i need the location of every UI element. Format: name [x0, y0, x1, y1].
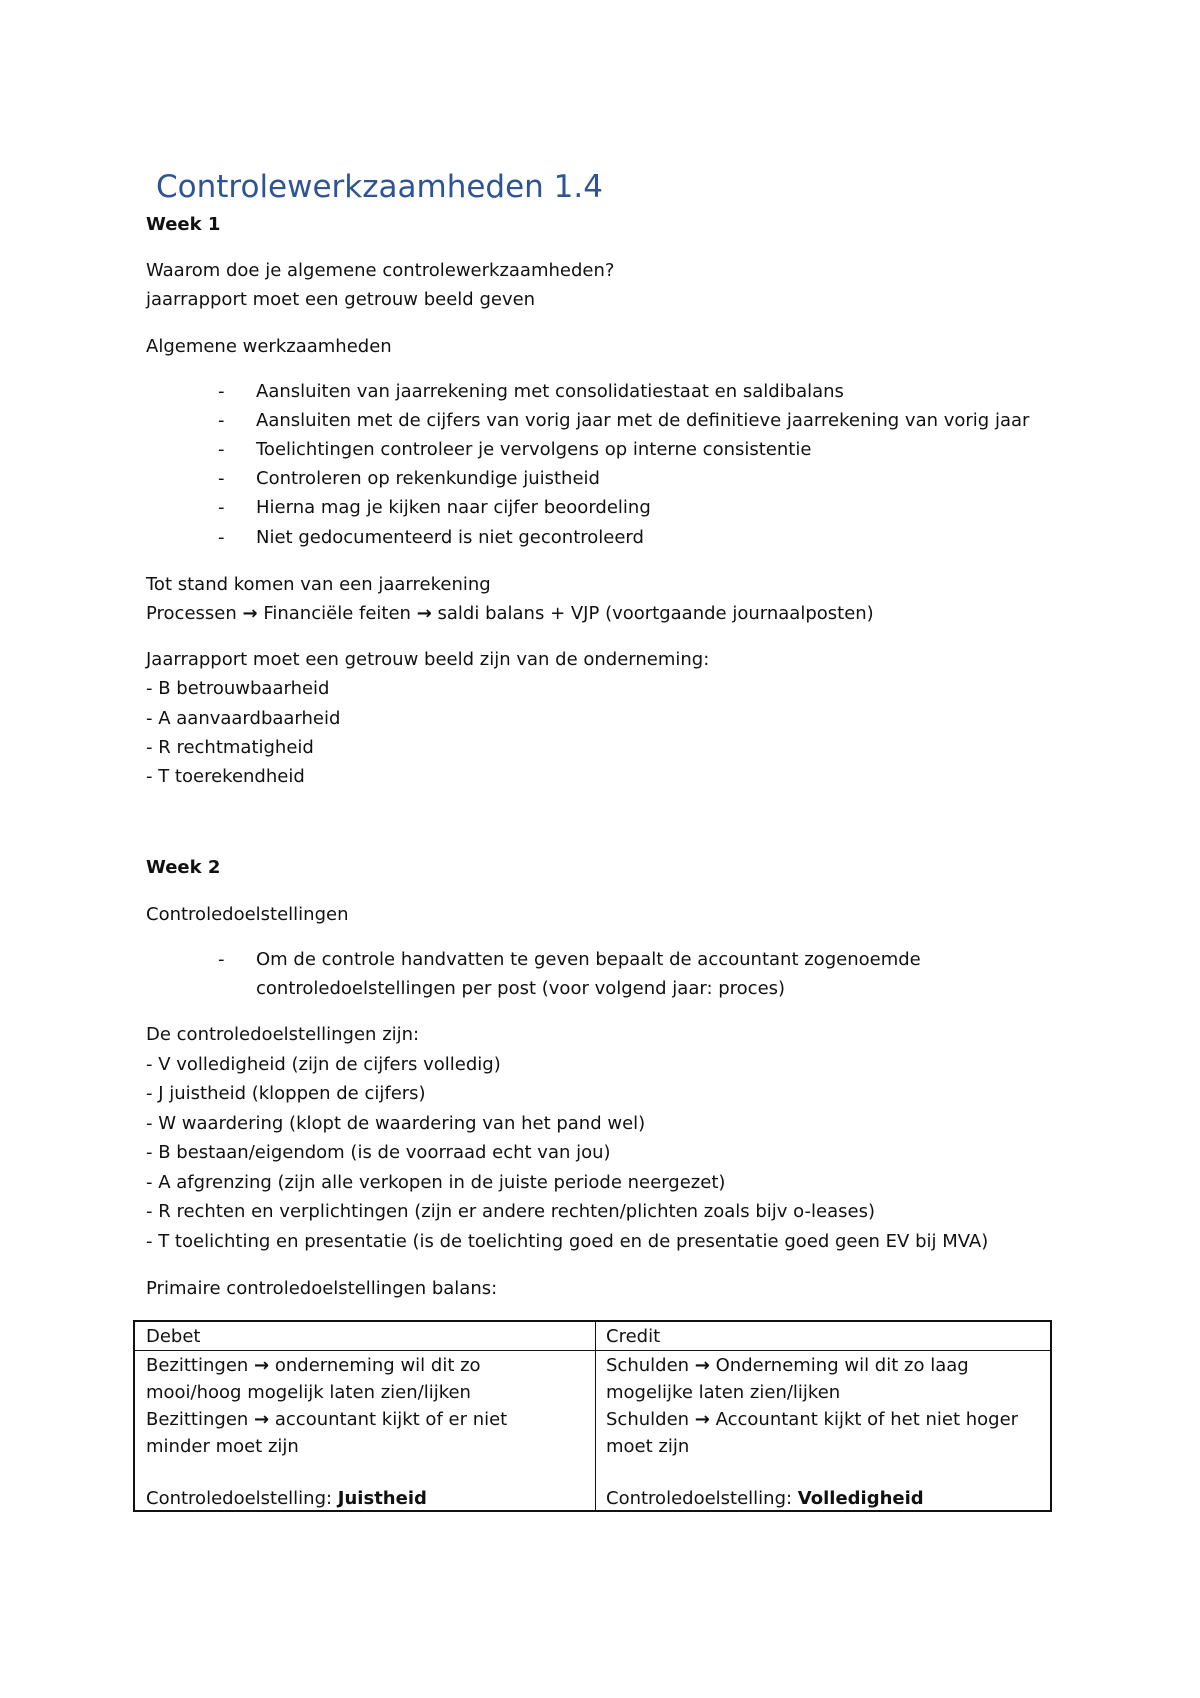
cell-text: accountant kijkt of er niet — [274, 1409, 508, 1430]
tot-stand-title: Tot stand komen van een jaarrekening — [146, 574, 491, 595]
table-header-credit: Credit — [606, 1326, 661, 1347]
cell-text: Bezittingen — [146, 1409, 249, 1430]
process-line — [146, 602, 874, 626]
table-cell-line — [146, 1406, 507, 1433]
cell-text: Accountant kijkt of het niet hoger — [715, 1409, 1019, 1430]
arrow-right-icon: → — [254, 1355, 270, 1376]
table-cell-line: mooi/hoog mogelijk laten zien/lijken — [146, 1382, 471, 1403]
week2-heading: Week 2 — [146, 857, 221, 878]
week1-heading: Week 1 — [146, 214, 221, 235]
list-item: - B betrouwbaarheid — [146, 678, 330, 699]
week1-question: Waarom doe je algemene controlewerkzaamheden? — [146, 260, 615, 281]
list-item: - R rechten en verplichtingen (zijn er andere rechten/plichten zoals bijv o-leases) — [146, 1201, 875, 1222]
table-cell-line: minder moet zijn — [146, 1436, 299, 1457]
week1-answer: jaarrapport moet een getrouw beeld geven — [146, 289, 536, 310]
bullet-dash: - — [218, 410, 225, 431]
table-cell-line: moet zijn — [606, 1436, 690, 1457]
bullet-text: Aansluiten met de cijfers van vorig jaar met de definitieve jaarrekening van vorig jaar — [256, 410, 1030, 431]
page-title: Controlewerkzaamheden 1.4 — [156, 169, 603, 205]
process-step: saldi balans + VJP (voortgaande journaalposten) — [437, 603, 874, 624]
goals-list-title: De controledoelstellingen zijn: — [146, 1024, 420, 1045]
bara-title: Jaarrapport moet een getrouw beeld zijn van de onderneming: — [146, 649, 710, 670]
goal-value: Juistheid — [337, 1488, 427, 1509]
bullet-text: Aansluiten van jaarrekening met consolidatiestaat en saldibalans — [256, 381, 844, 402]
goal-label: Controledoelstelling: — [146, 1488, 338, 1509]
list-item: - V volledigheid (zijn de cijfers volledig) — [146, 1054, 501, 1075]
list-item: - R rechtmatigheid — [146, 737, 314, 758]
arrow-right-icon: → — [694, 1409, 710, 1430]
list-item: - T toelichting en presentatie (is de toelichting goed en de presentatie goed geen EV bij MVA) — [146, 1231, 989, 1252]
bullet-text: Niet gedocumenteerd is niet gecontroleerd — [256, 527, 644, 548]
bullet-text: Hierna mag je kijken naar cijfer beoordeling — [256, 497, 651, 518]
list-item: - A afgrenzing (zijn alle verkopen in de juiste periode neergezet) — [146, 1172, 726, 1193]
cell-text: Schulden — [606, 1355, 690, 1376]
bullet-text: Om de controle handvatten te geven bepaalt de accountant zogenoemde — [256, 949, 921, 970]
bullet-dash: - — [218, 949, 225, 970]
process-step: Processen — [146, 603, 237, 624]
bullet-dash: - — [218, 497, 225, 518]
bullet-text: Toelichtingen controleer je vervolgens op interne consistentie — [256, 439, 812, 460]
table-cell-goal — [146, 1485, 427, 1512]
week1-section-title: Algemene werkzaamheden — [146, 336, 392, 357]
table-divider — [135, 1350, 1050, 1351]
table-cell-line — [146, 1352, 481, 1379]
list-item: - B bestaan/eigendom (is de voorraad echt van jou) — [146, 1142, 611, 1163]
arrow-right-icon: → — [416, 603, 432, 624]
arrow-right-icon: → — [254, 1409, 270, 1430]
table-cell-line — [606, 1406, 1018, 1433]
process-step: Financiële feiten — [263, 603, 411, 624]
cell-text: Onderneming wil dit zo laag — [715, 1355, 969, 1376]
cell-text: Bezittingen — [146, 1355, 249, 1376]
arrow-right-icon: → — [694, 1355, 710, 1376]
primary-goals-title: Primaire controledoelstellingen balans: — [146, 1278, 498, 1299]
list-item: - A aanvaardbaarheid — [146, 708, 341, 729]
bullet-dash: - — [218, 468, 225, 489]
cell-text: onderneming wil dit zo — [274, 1355, 481, 1376]
list-item: - W waardering (klopt de waardering van het pand wel) — [146, 1113, 646, 1134]
bullet-text-continued: controledoelstellingen per post (voor volgend jaar: proces) — [256, 978, 786, 999]
table-header-debet: Debet — [146, 1326, 201, 1347]
bullet-dash: - — [218, 439, 225, 460]
bullet-text: Controleren op rekenkundige juistheid — [256, 468, 600, 489]
goal-label: Controledoelstelling: — [606, 1488, 798, 1509]
list-item: - J juistheid (kloppen de cijfers) — [146, 1083, 426, 1104]
arrow-right-icon: → — [242, 603, 258, 624]
bullet-dash: - — [218, 527, 225, 548]
bullet-dash: - — [218, 381, 225, 402]
week2-section-title: Controledoelstellingen — [146, 904, 349, 925]
table-cell-line: mogelijke laten zien/lijken — [606, 1382, 841, 1403]
goal-value: Volledigheid — [797, 1488, 924, 1509]
list-item: - T toerekendheid — [146, 766, 305, 787]
balance-goals-table — [133, 1320, 1052, 1512]
table-cell-goal — [606, 1485, 924, 1512]
table-cell-line — [606, 1352, 969, 1379]
cell-text: Schulden — [606, 1409, 690, 1430]
